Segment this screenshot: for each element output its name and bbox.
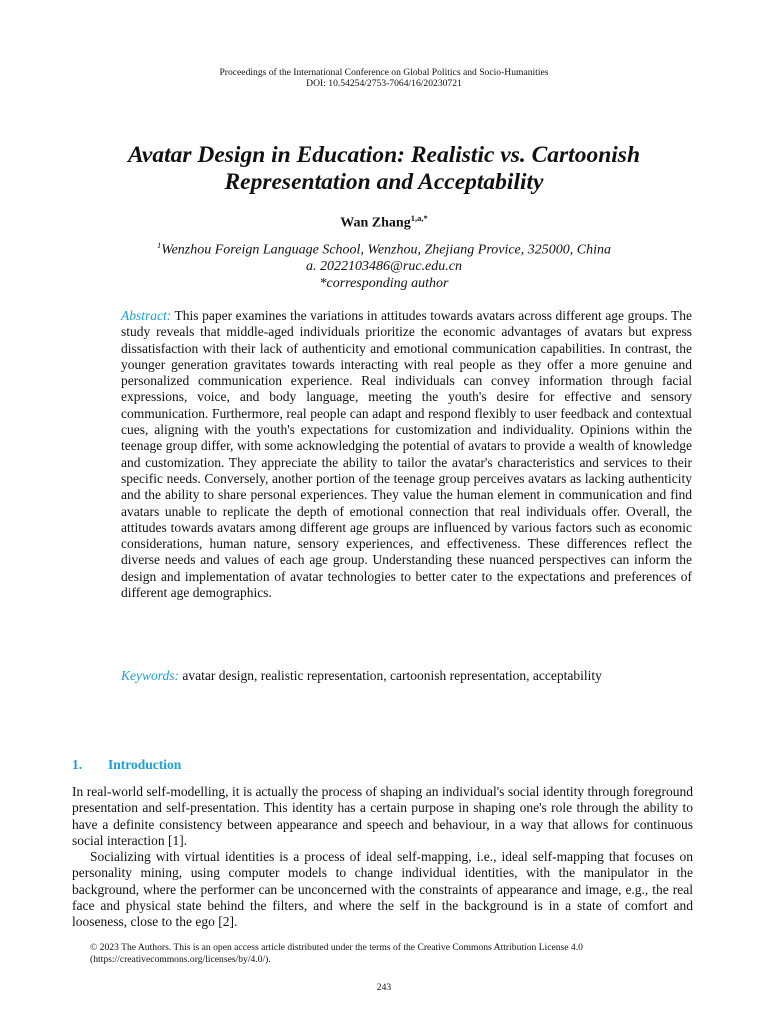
license-link: (https://creativecommons.org/licenses/by/4.0/).	[90, 953, 271, 965]
paragraph-2: Socializing with virtual identities is a process of ideal self-mapping, i.e., ideal self-mapping that focuses on personality mining, using computer models to change individual identities, with the manipulator in the background, where the performer can be unconcerned with the constraints of appearance and image, e.g., the real face and physical state behind the filters, and where the self in the background is in a state of comfort and looseness, close to the ego [2].	[72, 849, 693, 930]
keywords-text: avatar design, realistic representation, cartoonish representation, acceptability	[182, 668, 602, 683]
author	[0, 213, 768, 232]
affiliation-block	[0, 237, 768, 292]
abstract	[121, 308, 692, 601]
running-header	[0, 67, 768, 89]
paragraph-1: In real-world self-modelling, it is actually the process of shaping an individual's social identity through foreground presentation and self-presentation. This identity has a certain purpose in shaping one's role through the ability to have a definite consistency between appearance and speech and behaviour, in a way that allows for continuous social interaction [1].	[72, 784, 693, 848]
affiliation-sup: 1	[156, 240, 162, 250]
page-number: 243	[376, 982, 392, 993]
license-footnote	[90, 942, 680, 965]
affiliation-line	[0, 237, 768, 259]
keywords	[121, 667, 701, 684]
section-heading	[72, 757, 181, 773]
section-title: Introduction	[108, 757, 182, 772]
author-superscript: 1,a,*	[410, 213, 428, 223]
body-text	[72, 784, 693, 931]
title-line-2: Representation and Acceptability	[224, 169, 544, 195]
abstract-text: This paper examines the variations in attitudes towards avatars across different age groups. The study reveals that middle-aged individuals prioritize the economic advantages of avatars but express dissatisfaction with their lack of authenticity and emotional communication capabilities. In contrast, the younger generation gravitates towards interacting with real people as they offer a more genuine and personalized communication experience. Real individuals can convey information through facial expressions, voice, and body language, meeting the youth's desire for effective and sensory communication. Furthermore, real people can adapt and respond flexibly to user feedback and contextual cues, aligning with the youth's expectations for customization and individuality. Opinions within the teenage group differ, with some acknowledging the potential of avatars to provide a wealth of knowledge and customization. They appreciate the ability to tailor the avatar's characteristics and services to their specific needs. Conversely, another portion of the teenage group perceives avatars as lacking authenticity and the ability to share personal experiences. They value the human element in communication and find avatars unable to replicate the depth of emotional connection that real individuals offer. Overall, the attitudes towards avatars among different age groups are influenced by various factors such as economic considerations, human nature, sensory experiences, and effectiveness. These differences reflect the diverse needs and values of each age group. Understanding these nuanced perspectives can inform the design and implementation of avatar technologies to better cater to the expectations and preferences of different age demographics.	[121, 308, 692, 601]
corresponding-author-note: *corresponding author	[319, 275, 449, 291]
license-line-1: © 2023 The Authors. This is an open access article distributed under the terms of the Creative Commons Attribution License 4.0	[90, 942, 583, 953]
abstract-label: Abstract:	[121, 308, 172, 323]
title-line-1: Avatar Design in Education: Realistic vs. Cartoonish	[127, 142, 641, 168]
header-proceedings: Proceedings of the International Conference on Global Politics and Socio-Humanities	[219, 67, 549, 78]
author-name: Wan Zhang	[340, 215, 411, 231]
affiliation-text: Wenzhou Foreign Language School, Wenzhou, Zhejiang Provice, 325000, China	[161, 242, 612, 258]
header-doi: DOI: 10.54254/2753-7064/16/20230721	[306, 78, 462, 89]
section-number: 1.	[72, 757, 83, 772]
keywords-label: Keywords:	[121, 668, 179, 683]
paper-title	[60, 142, 708, 196]
author-email: a. 2022103486@ruc.edu.cn	[306, 259, 462, 275]
